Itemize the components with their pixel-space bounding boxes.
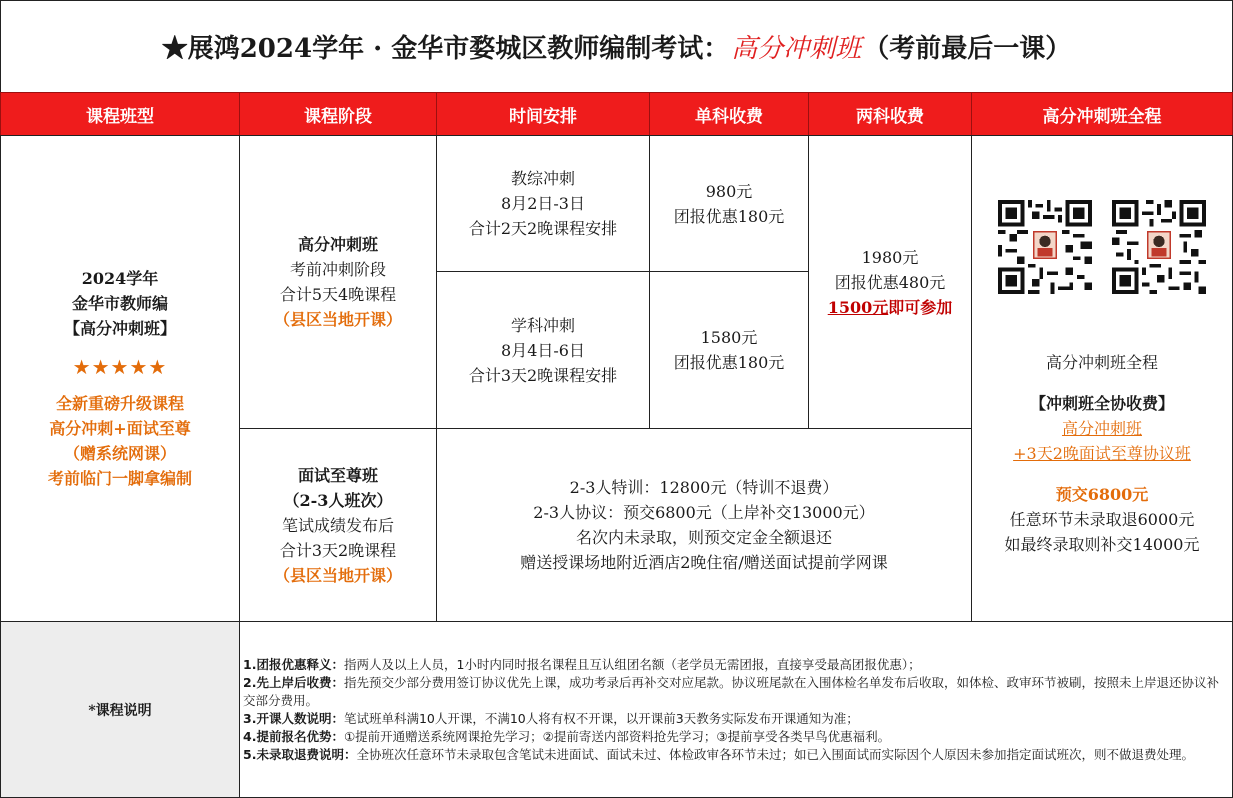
interview-agreement-link[interactable]: +3天2晚面试至尊协议班: [1013, 444, 1191, 463]
note-label: 1.团报优惠释义：: [243, 656, 344, 672]
stage-sprint-cell: [239, 135, 437, 429]
note-text: 指先预交少部分费用签订协议优先上课，成功考录后再补交对应尾款。协议班尾款在入围体检名单发布后收取，如体检、政审环节被刷，按照未上岸退还协议补交部分费用。: [243, 674, 1219, 708]
note-label: 4.提前报名优势：: [243, 728, 344, 744]
stage-interview-duration: 合计3天2晚课程: [279, 540, 397, 560]
final-payment: 如最终录取则补交14000元: [1004, 535, 1200, 554]
qr-code-icon: [998, 200, 1092, 294]
title-suffix: （考前最后一课）: [863, 34, 1072, 64]
header-two-subject-fee: 两科收费: [808, 92, 972, 136]
course-type-cell: [0, 135, 240, 622]
single-fee-cell-2: [649, 271, 809, 429]
course-feature: （赠系统网课）: [63, 444, 176, 463]
two-subject-join: [828, 295, 953, 320]
agreement-label: 【冲刺班全协收费】: [1029, 394, 1174, 413]
qr-code-row: [998, 200, 1206, 294]
interview-pricing-line: 2-3人特训：12800元（特训不退费）: [569, 478, 839, 497]
stage-sprint-location: （县区当地开课）: [273, 310, 402, 329]
single-fee-cell-1: [649, 135, 809, 272]
two-subject-join-text: 即可参加: [888, 297, 953, 317]
header-schedule: 时间安排: [436, 92, 650, 136]
course-feature: 考前临门一脚拿编制: [47, 469, 192, 488]
title-highlight: 高分冲刺班: [731, 34, 862, 64]
interview-pricing-line: 名次内未录取，则预交定金全额退还: [575, 528, 832, 547]
course-region: 金华市教师编: [71, 294, 168, 313]
title-prefix: ★展鸿2024学年 · 金华市婺城区教师编制考试：: [161, 34, 730, 64]
single-fee-price: 980元: [705, 181, 753, 201]
note-item: [243, 656, 1224, 674]
note-label: 3.开课人数说明：: [243, 710, 344, 726]
schedule-cell-1: [436, 135, 650, 272]
interview-pricing-line: 赠送授课场地附近酒店2晚住宿/赠送面试提前学网课: [520, 553, 888, 572]
header-course-stage: 课程阶段: [239, 92, 437, 136]
page-title: [0, 0, 1233, 93]
interview-pricing-line: 2-3人协议：预交6800元（上岸补交13000元）: [533, 503, 875, 522]
interview-pricing-cell: [436, 428, 972, 622]
course-feature: 高分冲刺+面试至尊: [49, 419, 191, 438]
note-label: 5.未录取退费说明：: [243, 746, 357, 762]
stage-interview-name: 面试至尊班: [297, 465, 378, 485]
note-item: [243, 728, 1224, 746]
course-name: 【高分冲刺班】: [63, 319, 176, 338]
two-subject-price: 1980元: [861, 247, 919, 267]
two-subject-group: 团报优惠480元: [834, 272, 946, 292]
schedule-subject: 学科冲刺: [510, 315, 575, 335]
note-label: 2.先上岸后收费：: [243, 674, 344, 690]
single-fee-group: 团报优惠180元: [673, 206, 785, 226]
stage-sprint-name: 高分冲刺班: [297, 235, 378, 254]
schedule-duration: 合计3天2晚课程安排: [468, 365, 618, 385]
header-single-fee: 单科收费: [649, 92, 809, 136]
single-fee-price: 1580元: [700, 328, 758, 347]
rating-stars: ★★★★★: [72, 355, 168, 379]
stage-sprint-duration: 合计5天4晚课程: [279, 285, 397, 304]
qr-code-icon: [1112, 200, 1206, 294]
note-text: 全协班次任意环节未录取包含笔试未进面试、面试未过、体检政审各环节未过；如已入围面试而实际因个人原因未参加指定面试班次，则不做退费处理。: [356, 746, 1194, 762]
stage-interview-size: （2-3人班次）: [283, 490, 393, 510]
two-subject-join-amount: 1500元: [827, 297, 889, 317]
stage-interview-cell: [239, 428, 437, 622]
notes-label: *课程说明: [0, 621, 240, 798]
course-year: 2024学年: [81, 269, 159, 288]
notes-list: [239, 621, 1233, 798]
stage-sprint-desc: 考前冲刺阶段: [289, 260, 386, 279]
note-item: [243, 710, 1224, 728]
refund-policy: 任意环节未录取退6000元: [1009, 510, 1195, 529]
sprint-class-link[interactable]: 高分冲刺班: [1061, 419, 1142, 438]
schedule-date: 8月2日-3日: [501, 194, 585, 213]
schedule-duration: 合计2天2晚课程安排: [468, 219, 618, 238]
deposit-amount: 预交6800元: [1055, 485, 1149, 504]
schedule-date: 8月4日-6日: [501, 340, 585, 360]
full-course-cell: [971, 135, 1233, 622]
note-item: [243, 674, 1224, 710]
header-course-type: 课程班型: [0, 92, 240, 136]
single-fee-group: 团报优惠180元: [673, 353, 785, 372]
stage-interview-desc: 笔试成绩发布后: [281, 515, 394, 535]
stage-interview-location: （县区当地开课）: [273, 565, 402, 585]
note-text: ①提前开通赠送系统网课抢先学习；②提前寄送内部资料抢先学习；③提前享受各类早鸟优惠福利。: [343, 728, 891, 744]
full-course-title: 高分冲刺班全程: [1045, 353, 1158, 372]
header-full-course: 高分冲刺班全程: [971, 92, 1233, 136]
schedule-subject: 教综冲刺: [510, 169, 575, 188]
schedule-cell-2: [436, 271, 650, 429]
course-feature: 全新重磅升级课程: [55, 394, 184, 413]
two-subject-fee-cell: [808, 135, 972, 429]
note-text: 笔试班单科满10人开课，不满10人将有权不开课，以开课前3天教务实际发布开课通知为准；: [343, 710, 859, 726]
note-text: 指两人及以上人员，1小时内同时报名课程且互认组团名额（老学员无需团报，直接享受最高团报优惠）；: [343, 656, 921, 672]
note-item: [243, 746, 1224, 764]
